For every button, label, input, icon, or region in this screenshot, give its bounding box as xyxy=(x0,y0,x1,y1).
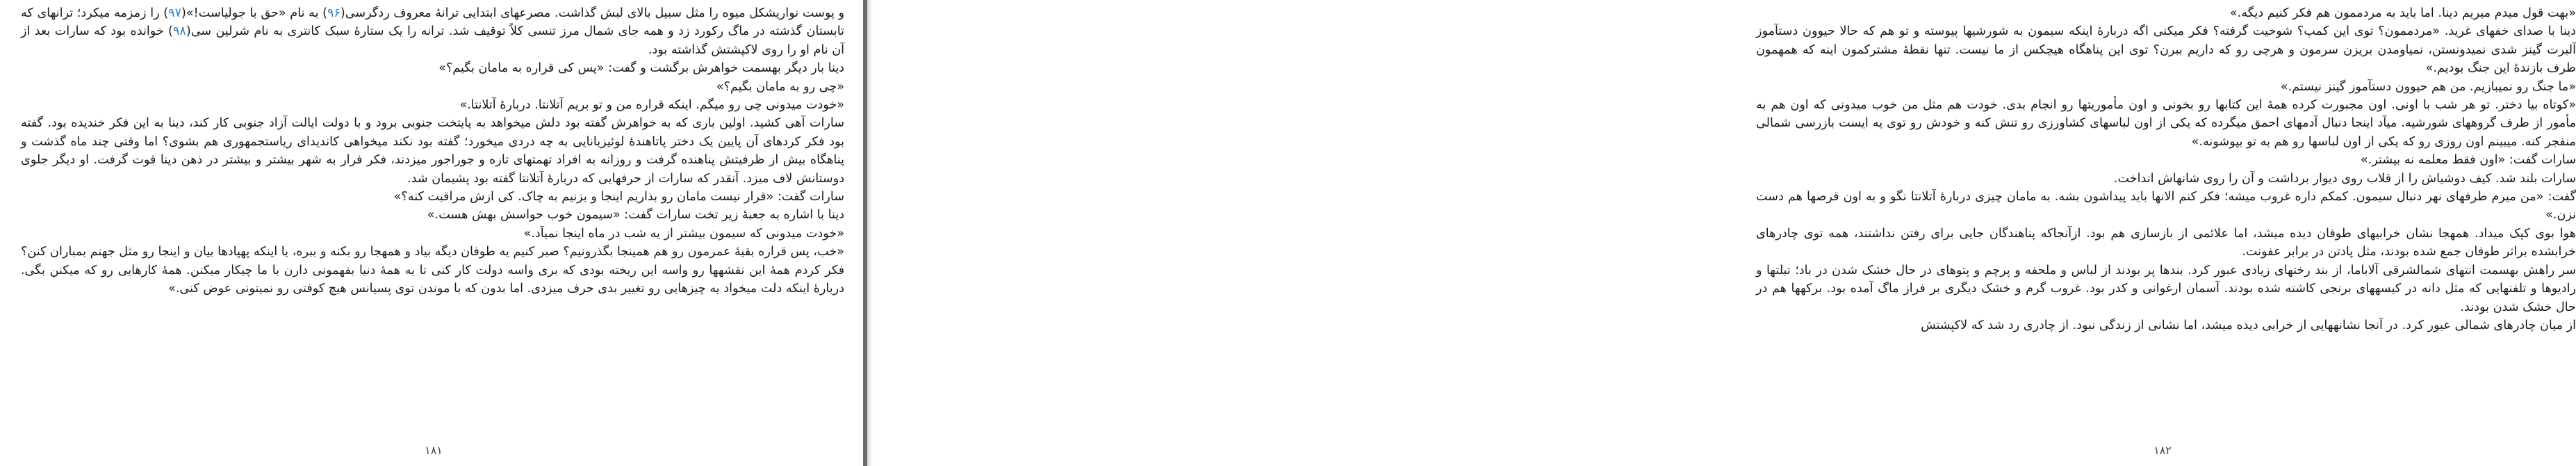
text-run: سارات آهی کشید. اولین باری که به خواهرش گفته بود دلش میخواهد به پایتخت جنوبی برود و با دولت ایالت آزاد جنوبی کار کند، دینا به این فکر خندیده بود. گفته بود فکر کردهای آن پایین یک دختر پاتاهندهٔ لوئیزیانایی به چه دردی میخورد؛ گفته بود نکند میخواهی کاندیدای ریاستجمهوری هم بشوی؟ اما وقتی چند ماه گذشت و پناهگاه بیش از ظرفیتش پناهنده گرفت و روزانه به افراد تهمتهای تازه و جوراجور میزدند، فکر فرار به شهر بیشتر و بیشتر در ذهن دینا قوت گرفت. او دیگر جلوی دوستانش لاف میزد. آنقدر که سارات از حرفهایی که دربارهٔ آتلانتا گفته بود پشیمان شد. xyxy=(21,116,844,186)
text-run: «کوتاه بیا دختر. تو هر شب با اونی. اون مجبورت کرده همهٔ این کتابها رو بخونی و اون مأموریتها رو انجام بدی. خودت هم مثل من خوب میدونی که اون هم به مأمور از طرف گروههای شورشیه. میآد اینجا دنبال آدمهای احمق میگرده که یکی از اون لباسهای کشاورزی رو تنش کنه و خودش رو توی یه ایست بازرسی شمالی منفجر کنه. میبینم اون روزی رو که یکی از اون لباسها رو هم به تو بپوشونه.» xyxy=(1756,98,2576,149)
paragraph xyxy=(21,243,844,298)
paragraph xyxy=(1756,78,2576,96)
paragraph xyxy=(1756,188,2576,225)
right-page-number: ۱۸۲ xyxy=(2153,444,2172,457)
text-run: ) را زمزمه میکرد؛ ترانهای که تابستان گذشته در ماگ رکورد زد و همه جای شمال مرز تنسی کلاً توقیف شد. ترانه را یک ستارهٔ سبک کانتری به نام شرلین سی( xyxy=(21,6,844,39)
footnote-link[interactable]: ۹۶ xyxy=(327,6,341,20)
paragraph xyxy=(1756,170,2576,188)
text-run: و پوست نواریشکل میوه را مثل سبیل بالای لبش گذاشت. مصرعهای ابتدایی ترانهٔ معروف ردگرسی( xyxy=(340,6,845,20)
text-run: سارات گفت: «اون فقط معلمه نه بیشتر.» xyxy=(2360,153,2576,168)
paragraph xyxy=(1756,22,2576,77)
text-run: «ما جنگ رو نمیبازیم. من هم حیوون دستآموز گینز نیستم.» xyxy=(2280,79,2576,94)
text-run: دینا بار دیگر بهسمت خواهرش برگشت و گفت: «پس کی قراره به مامان بگیم؟» xyxy=(438,61,844,76)
text-run: سارات بلند شد. کیف دوشیاش را از قلاب روی دیوار برداشت و آن را روی شانهاش انداخت. xyxy=(2113,171,2576,186)
text-run: ) خوانده بود که سارات بعد از آن نام او را روی لاکپشتش گذاشته بود. xyxy=(21,24,844,57)
paragraph xyxy=(21,206,844,224)
paragraph xyxy=(21,4,844,59)
text-run: دینا با صدای خفهای غرید. «مردممون؟ توی این کمپ؟ شوخیت گرفته؟ فکر میکنی اگه دربارهٔ اینکه سیمون به شورشیها پیوسته و تو هم که حالا حیوون دستآموز آلبرت گینز شدی نمیدونستن، نمیاومدن بریزن سرمون و هرچی رو که داریم ببرن؟ توی این پناهگاه هیچکس از ما نیست. تنها نقطهٔ مشترکمون اینه که همهمون طرف بازندهٔ این جنگ بودیم.» xyxy=(1756,24,2576,76)
paragraph xyxy=(21,114,844,188)
paragraph xyxy=(1756,4,2576,22)
text-run: هوا بوی کپک میداد. همهجا نشان خرابیهای طوفان دیده میشد، اما علائمی از بازسازی هم بود. ازآنجاکه پناهندگان جایی برای رفتن نداشتند، همه توی چادرهای خرابشده براثر طوفان جمع شده بودند، مثل پادتن در برابر عفونت. xyxy=(1756,226,2576,259)
paragraph xyxy=(1756,225,2576,262)
text-run: گفت: «من میرم طرفهای نهر دنبال سیمون. کمکم داره غروب میشه؛ فکر کنم الانها باید پیداشون بشه. به مامان چیزی دربارهٔ آتلانتا نگو و به اون قرصها هم دست نزن.» xyxy=(1756,190,2576,223)
paragraph xyxy=(1756,262,2576,316)
footnote-link[interactable]: ۹۸ xyxy=(172,24,186,39)
paragraph xyxy=(21,188,844,206)
text-run: سارات گفت: «قرار نیست مامان رو بذاریم اینجا و بزنیم به چاک. کی ازش مراقبت کنه؟» xyxy=(393,190,844,204)
paragraph xyxy=(21,96,844,114)
text-run: ) به نام «حق با جولیاست!»( xyxy=(181,6,327,20)
gutter-shadow xyxy=(867,0,873,466)
text-run: «خودت میدونی چی رو میگم. اینکه قراره من و تو بریم آتلانتا. دربارهٔ آتلانتا.» xyxy=(459,98,844,113)
paragraph xyxy=(21,59,844,77)
left-page-number: ۱۸۱ xyxy=(425,444,443,457)
right-page-text xyxy=(1756,4,2576,335)
text-run: «چی رو به مامان بگیم؟» xyxy=(716,79,844,94)
text-run: سر راهش بهسمت انتهای شمالشرقی آلاباما، از بند رختهای زیادی عبور کرد. بندها پر بودند از لباس و ملحفه و پرچم و پتوهای در حال خشک شدن در باد؛ تبلتها و رادیوها و تلفنهایی که مثل دانه در کیسههای برنجی کاشته شده بودند. آسمان ارغوانی و کدر بود. غروب گرم و خشک دیگری بر فراز ماگ آمده بود. برکهها هم در حال خشک شدن بودند. xyxy=(1756,263,2576,314)
paragraph xyxy=(1756,151,2576,169)
left-page xyxy=(0,0,864,466)
paragraph xyxy=(21,225,844,243)
paragraph xyxy=(21,78,844,96)
text-run: دینا با اشاره به جعبهٔ زیر تخت سارات گفت: «سیمون خوب حواسش بهش هست.» xyxy=(427,208,844,223)
text-run: «خودت میدونی که سیمون بیشتر از یه شب در ماه اینجا نمیآد.» xyxy=(523,226,844,241)
text-run: از میان چادرهای شمالی عبور کرد. در آنجا نشانههایی از خرابی دیده میشد، اما نشانی از زندگی نبود. از چادری رد شد که لاکپشتش xyxy=(1921,318,2576,332)
text-run: «خب، پس قراره بقیهٔ عمرمون رو هم همینجا بگذرونیم؟ صبر کنیم یه طوفان دیگه بیاد و همهجا رو بکنه و ببره، یا اینکه پهپادها بیان و اینجا رو مثل جهنم بمباران کنن؟ فکر کردم همهٔ این نقشهها رو واسه این ریخته بودی که بری واسه دولت کار کنی تا به همهٔ دنیا بفهمونی دارن با ما چیکار میکنن. همهٔ کارهایی رو که میکنن بگی. دربارهٔ اینکه دلت میخواد یه چیزهایی رو تغییر بدی حرف میزدی. اما بدون که با موندن توی پسیانس هیچ کوفتی رو نمیتونی عوض کنی.» xyxy=(21,245,844,296)
right-page xyxy=(864,0,2576,466)
text-run: «بهت قول میدم میریم دینا. اما باید به مردممون هم فکر کنیم دیگه.» xyxy=(2229,6,2576,20)
paragraph xyxy=(1756,316,2576,335)
paragraph xyxy=(1756,96,2576,151)
left-page-text xyxy=(21,4,844,298)
footnote-link[interactable]: ۹۷ xyxy=(168,6,182,20)
